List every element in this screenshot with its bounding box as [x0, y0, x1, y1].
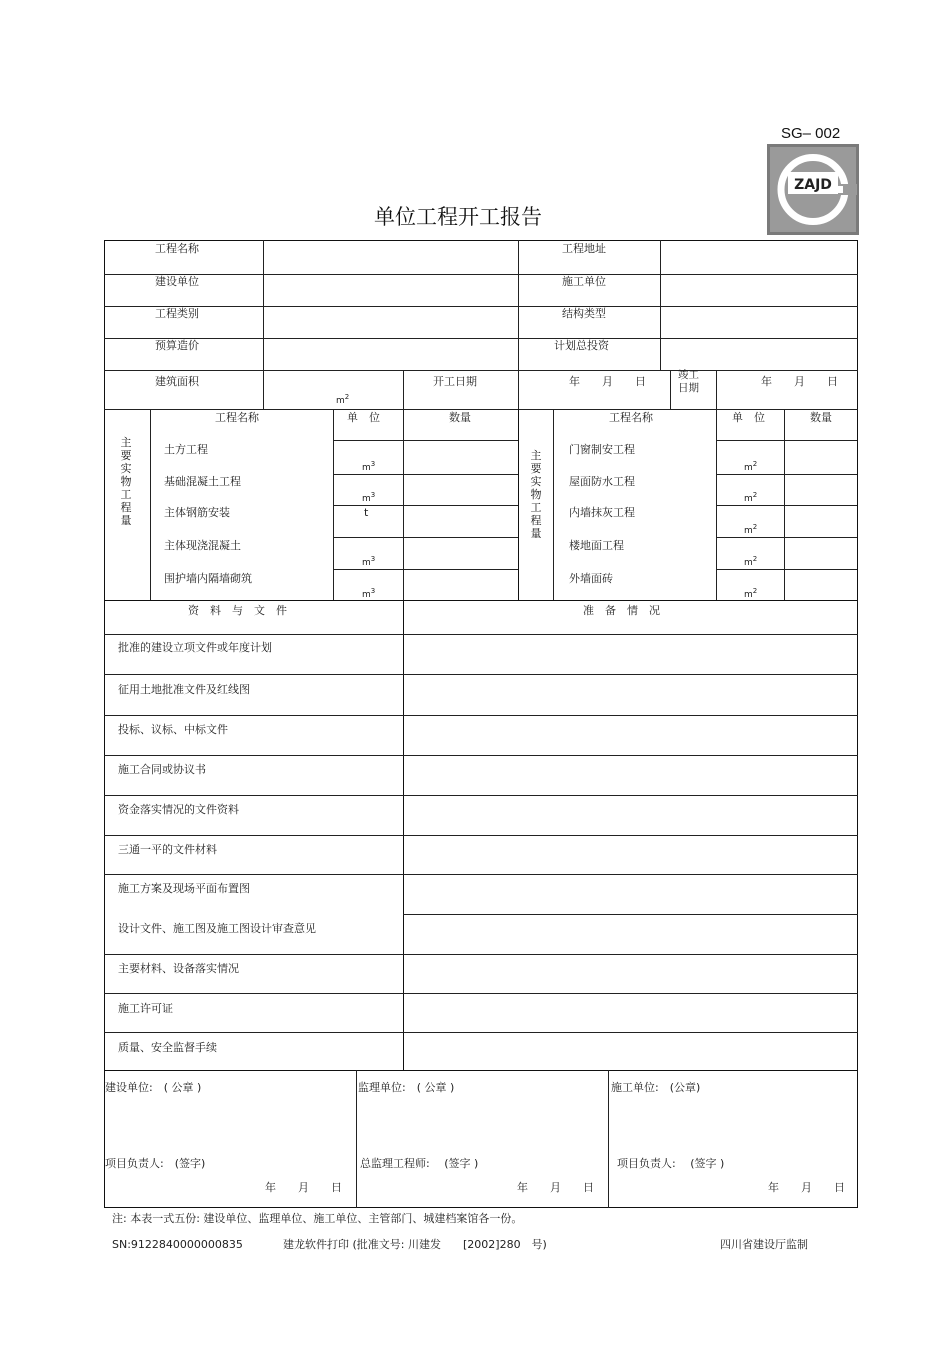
sig-client-person: 项目负责人: (签字) [105, 1157, 206, 1170]
qty-item-unit: $m^3$ [362, 491, 376, 504]
label-finish-date-1: 竣工 [678, 369, 699, 381]
field-budget-cost[interactable] [264, 339, 517, 370]
quantities-side-label-right: 主要实物工程量 [530, 449, 542, 540]
footer-sn: SN:9122840000000835 [112, 1238, 243, 1251]
area-unit: $m^2$ [336, 393, 350, 406]
qty-item-name: 主体钢筋安装 [164, 506, 230, 519]
header-unit-right: 单 位 [732, 411, 765, 424]
doc-item: 施工方案及现场平面布置图 [118, 882, 250, 895]
label-client-unit: 建设单位 [155, 275, 199, 288]
field-structure-type[interactable] [661, 307, 857, 338]
field-project-name[interactable] [264, 241, 517, 274]
doc-item: 投标、议标、中标文件 [118, 723, 228, 736]
form-code: SG– 002 [781, 125, 841, 142]
doc-item: 设计文件、施工图及施工图设计审查意见 [118, 922, 316, 935]
label-project-category: 工程类别 [155, 307, 199, 320]
label-budget-cost: 预算造价 [155, 339, 199, 352]
qty-item-unit: $m^2$ [744, 491, 758, 504]
label-finish-date-2: 日期 [678, 382, 699, 394]
header-qty-left: 数量 [449, 411, 471, 424]
field-construction-unit[interactable] [661, 275, 857, 306]
sig-construction-person: 项目负责人: (签字 ) [617, 1157, 725, 1170]
field-project-category[interactable] [264, 307, 517, 338]
qty-item-unit: $m^3$ [362, 460, 376, 473]
qty-item-name: 主体现浇混凝土 [164, 539, 241, 552]
qty-item-name: 外墙面砖 [569, 572, 613, 585]
sig-supervision-unit: 监理单位: ( 公章 ) [358, 1081, 455, 1094]
field-client-unit[interactable] [264, 275, 517, 306]
doc-item: 资金落实情况的文件资料 [118, 803, 239, 816]
qty-item-unit: $m^2$ [744, 523, 758, 536]
field-project-address[interactable] [661, 241, 857, 274]
logo-text: ZAJD [794, 177, 832, 193]
qty-item-unit: $m^3$ [362, 555, 376, 568]
label-construction-unit: 施工单位 [562, 275, 606, 288]
label-building-area: 建筑面积 [155, 375, 199, 388]
sig-client-date: 年 月 日 [265, 1181, 342, 1194]
finish-date-value[interactable]: 年 月 日 [761, 375, 838, 388]
note-text: 注: 本表一式五份: 建设单位、监理单位、施工单位、主管部门、城建档案馆各一份。 [112, 1212, 523, 1225]
page-title: 单位工程开工报告 [374, 205, 542, 229]
sig-supervision-person: 总监理工程师: (签字 ) [360, 1157, 479, 1170]
doc-item: 三通一平的文件材料 [118, 843, 217, 856]
header-unit-left: 单 位 [347, 411, 380, 424]
qty-item-unit: $m^2$ [744, 555, 758, 568]
doc-item: 施工许可证 [118, 1002, 173, 1015]
label-start-date: 开工日期 [433, 375, 477, 388]
header-item-name-left: 工程名称 [215, 411, 259, 424]
label-project-name: 工程名称 [155, 242, 199, 255]
doc-item: 质量、安全监督手续 [118, 1041, 217, 1054]
start-date-value[interactable]: 年 月 日 [569, 375, 646, 388]
sig-client-unit: 建设单位: ( 公章 ) [105, 1081, 202, 1094]
docs-header-right: 准 备 情 况 [583, 604, 660, 617]
sig-construction-date: 年 月 日 [768, 1181, 845, 1194]
doc-item: 施工合同或协议书 [118, 763, 206, 776]
sig-construction-unit: 施工单位: (公章) [611, 1081, 701, 1094]
header-item-name-right: 工程名称 [609, 411, 653, 424]
sig-supervision-date: 年 月 日 [517, 1181, 594, 1194]
qty-item-unit: t [364, 506, 369, 519]
qty-item-name: 屋面防水工程 [569, 475, 635, 488]
qty-item-name: 基础混凝土工程 [164, 475, 241, 488]
qty-item-name: 土方工程 [164, 443, 208, 456]
field-total-investment[interactable] [661, 339, 857, 370]
qty-item-unit: $m^2$ [744, 460, 758, 473]
label-total-investment: 计划总投资 [554, 339, 609, 352]
qty-item-name: 围护墙内隔墙砌筑 [164, 572, 252, 585]
qty-item-unit: $m^2$ [744, 587, 758, 600]
docs-header-left: 资 料 与 文 件 [188, 604, 287, 617]
zajd-logo [767, 144, 859, 235]
quantities-side-label-left: 主要实物工程量 [120, 436, 132, 527]
doc-item: 批准的建设立项文件或年度计划 [118, 641, 272, 654]
doc-item: 主要材料、设备落实情况 [118, 962, 239, 975]
doc-item: 征用土地批准文件及红线图 [118, 683, 250, 696]
qty-item-name: 楼地面工程 [569, 539, 624, 552]
qty-item-name: 门窗制安工程 [569, 443, 635, 456]
qty-item-name: 内墙抹灰工程 [569, 506, 635, 519]
header-qty-right: 数量 [810, 411, 832, 424]
footer-supervisor: 四川省建设厅监制 [720, 1238, 808, 1251]
label-project-address: 工程地址 [562, 242, 606, 255]
footer-software: 建龙软件打印 (批准文号: 川建发 [2002]280 号) [283, 1238, 547, 1251]
qty-item-unit: $m^3$ [362, 587, 376, 600]
label-structure-type: 结构类型 [562, 307, 606, 320]
